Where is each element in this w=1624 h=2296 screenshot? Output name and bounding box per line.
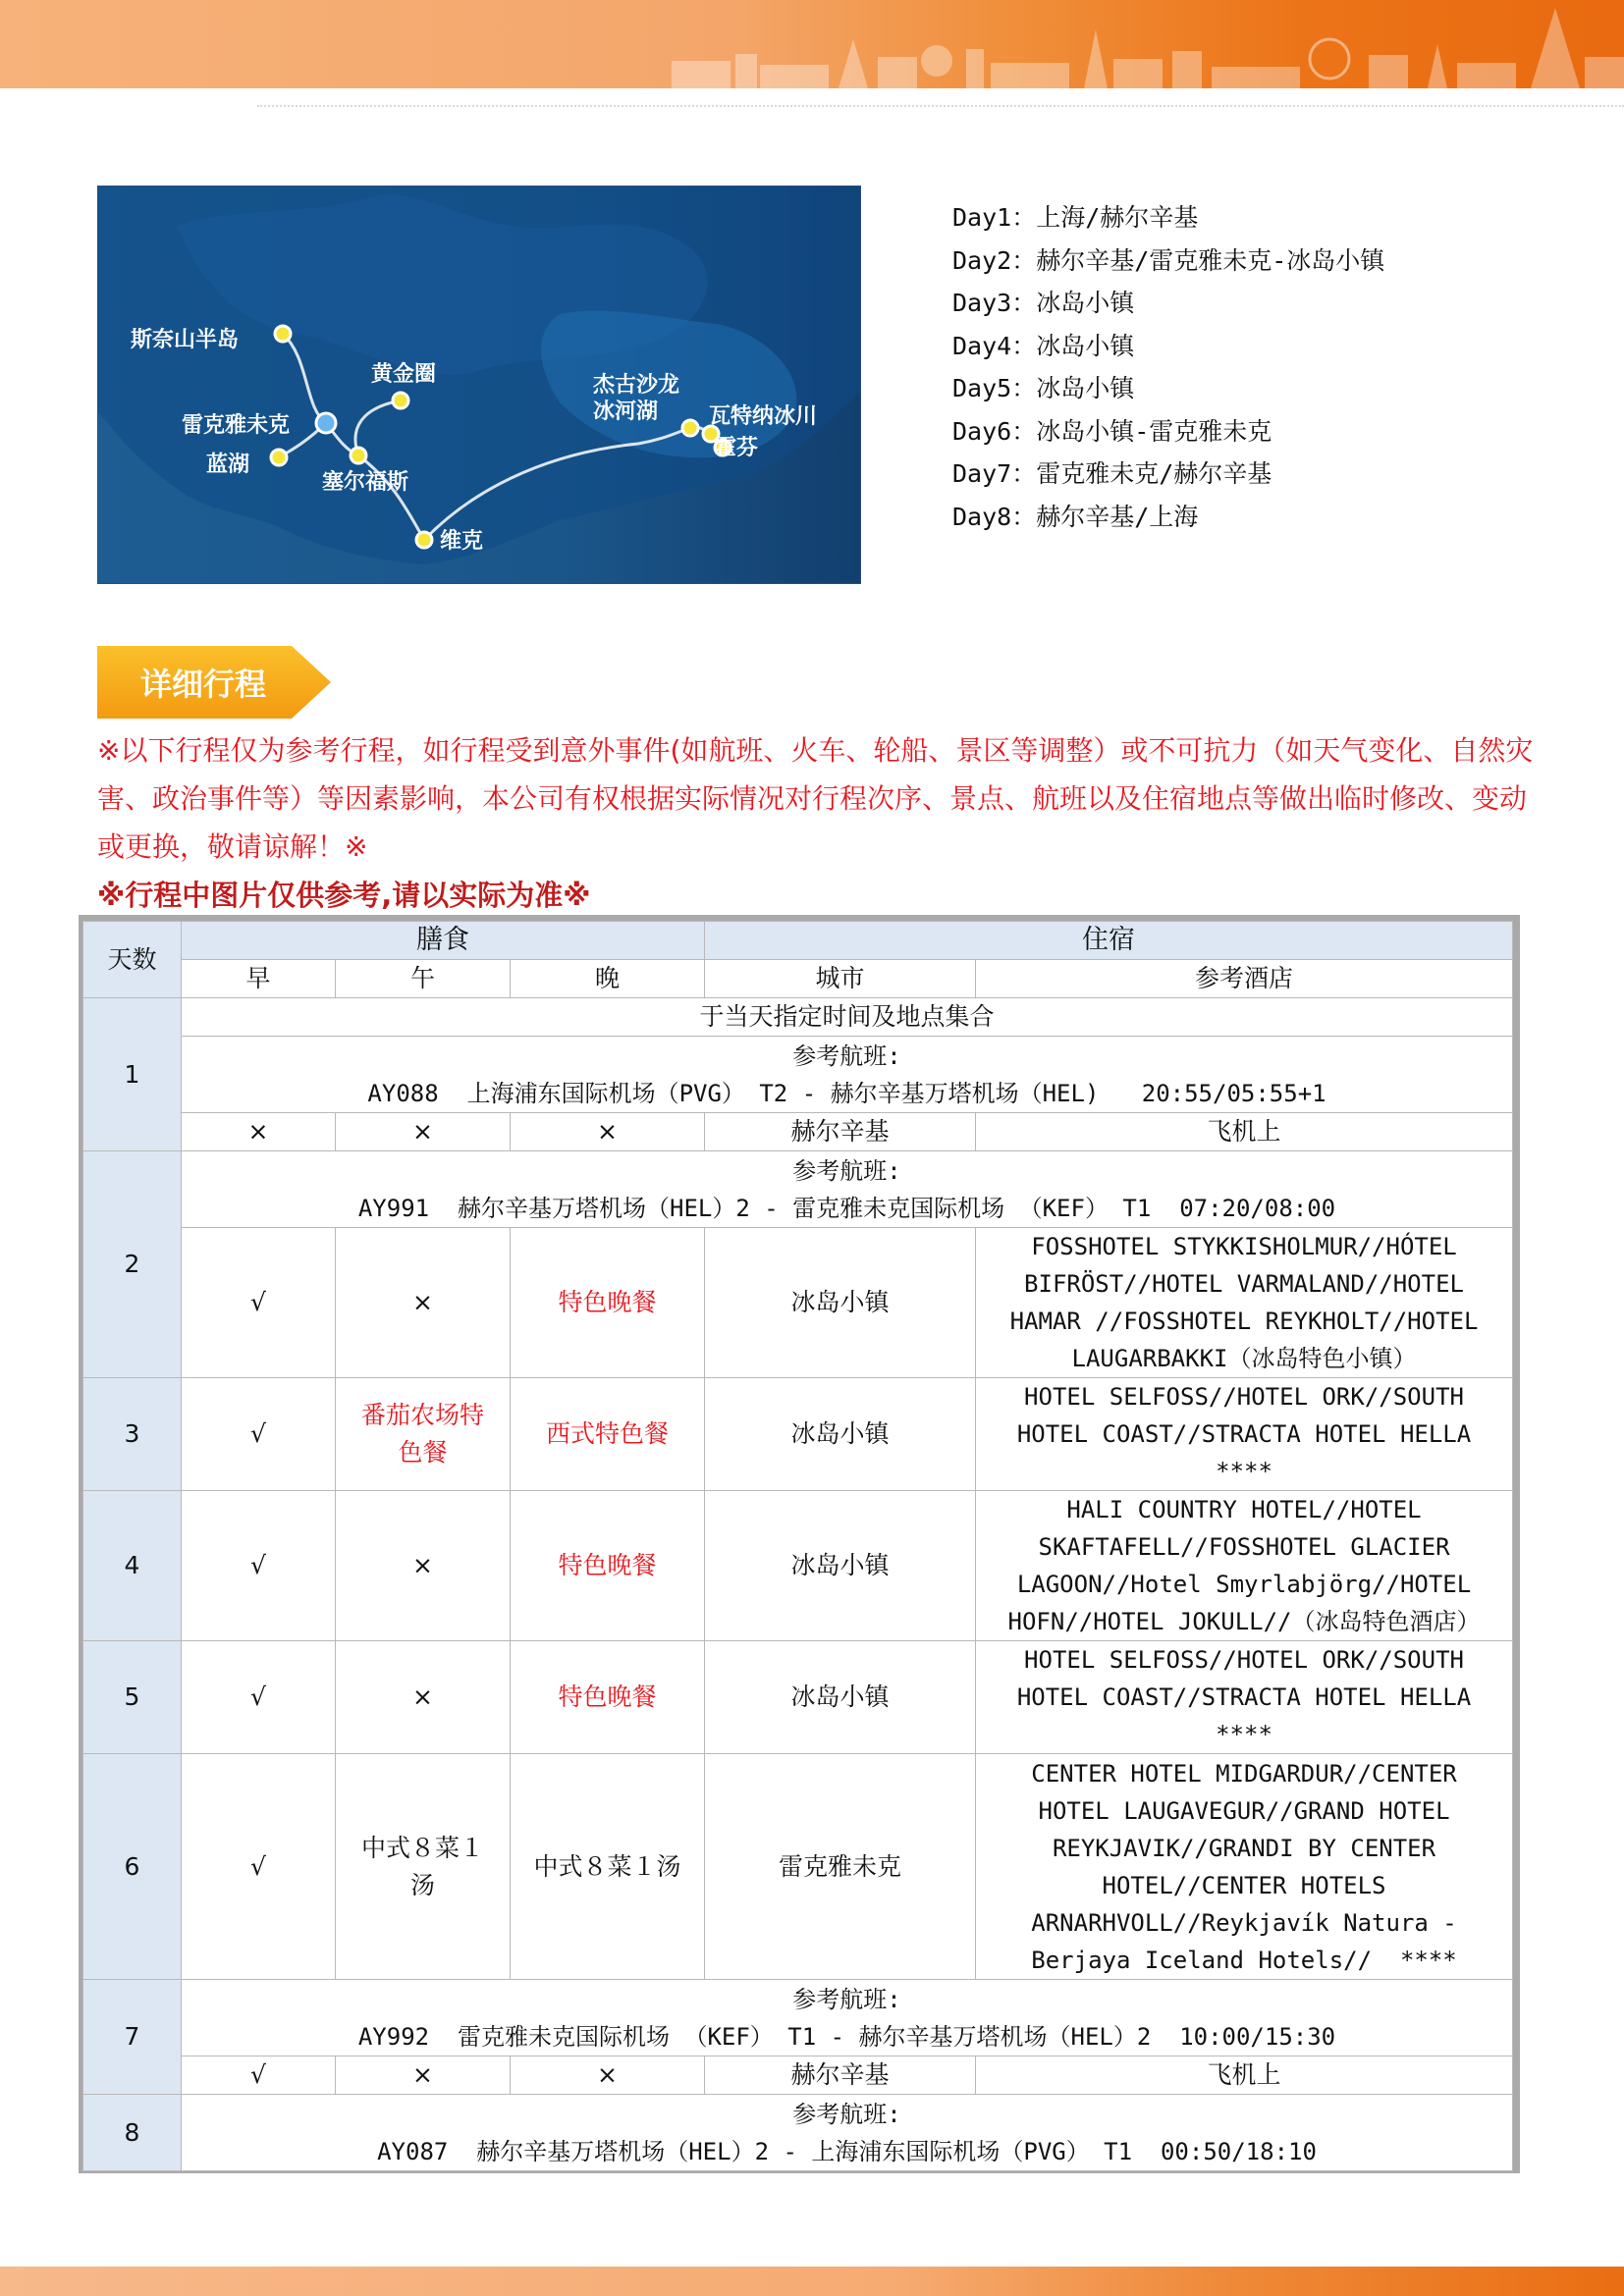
hotel-line: HOTEL LAUGAVEGUR//GRAND HOTEL	[1038, 1796, 1450, 1825]
day-number: 6	[83, 1754, 182, 1980]
table-row	[83, 1228, 1513, 1378]
header-day: 天数	[83, 922, 182, 998]
header-breakfast: 早	[182, 960, 336, 998]
dinner-cell: ×	[511, 1113, 705, 1151]
lunch-line: 汤	[409, 1870, 435, 1899]
lunch-cell: ×	[336, 1228, 511, 1378]
header-city: 城市	[705, 960, 976, 998]
header-hotel: 参考酒店	[976, 960, 1513, 998]
overview-day-1: Day1：上海/赫尔辛基	[952, 203, 1199, 232]
city-cell: 冰岛小镇	[705, 1641, 976, 1754]
overview-day-4: Day4：冰岛小镇	[952, 331, 1135, 360]
day-number: 8	[83, 2095, 182, 2171]
overview-day-3: Day3：冰岛小镇	[952, 289, 1135, 317]
map-label-golden-circle: 黄金圈	[371, 362, 437, 387]
dinner-cell: 特色晚餐	[511, 1491, 705, 1641]
hotel-line: ARNARHVOLL//Reykjavík Natura -	[1031, 1908, 1457, 1937]
hotel-line: ****	[1216, 1458, 1272, 1485]
hotel-line: BIFRÖST//HOTEL VARMALAND//HOTEL	[1024, 1270, 1464, 1298]
breakfast-cell: √	[182, 1228, 336, 1378]
lunch-line: 色餐	[398, 1438, 448, 1467]
hotel-cell	[976, 1378, 1513, 1491]
itinerary-table	[82, 921, 1513, 2171]
hotel-line: Berjaya Iceland Hotels// ****	[1031, 1946, 1457, 1974]
breakfast-cell: √	[182, 1754, 336, 1980]
dinner-cell: 特色晚餐	[511, 1641, 705, 1754]
city-cell: 冰岛小镇	[705, 1228, 976, 1378]
header-dinner: 晚	[511, 960, 705, 998]
flight-label: 参考航班:	[792, 1985, 901, 2013]
city-cell: 赫尔辛基	[705, 2056, 976, 2095]
day-number: 7	[83, 1980, 182, 2095]
breakfast-cell: √	[182, 1641, 336, 1754]
header-lunch: 午	[336, 960, 511, 998]
overview-day-7: Day7：雷克雅未克/赫尔辛基	[952, 459, 1272, 488]
hotel-cell: 飞机上	[976, 1113, 1513, 1151]
city-skyline-graphic	[642, 0, 1624, 88]
top-banner	[0, 0, 1624, 88]
bottom-banner	[0, 2267, 1624, 2296]
lunch-line: 中式８菜１	[360, 1833, 484, 1862]
hotel-line: HOTEL COAST//STRACTA HOTEL HELLA	[1016, 1683, 1472, 1711]
hotel-line: HOTEL SELFOSS//HOTEL ORK//SOUTH	[1024, 1383, 1464, 1411]
flight-detail: AY088 上海浦东国际机场（PVG） T2 - 赫尔辛基万塔机场（HEL) 20:55/05:55+1	[367, 1079, 1326, 1107]
day-number: 2	[83, 1151, 182, 1378]
flight-label: 参考航班:	[792, 1041, 901, 1070]
day-number: 3	[83, 1378, 182, 1491]
iceland-route-map	[97, 186, 861, 584]
table-row	[83, 2056, 1513, 2095]
table-row	[83, 1151, 1513, 1228]
hotel-line: HOTEL COAST//STRACTA HOTEL HELLA	[1016, 1420, 1472, 1448]
map-label-reykjavik: 雷克雅未克	[182, 413, 291, 438]
map-label-jokulsarlon: 杰古沙龙	[593, 373, 680, 398]
breakfast-cell: √	[182, 1491, 336, 1641]
hotel-cell	[976, 1754, 1513, 1980]
day-number: 1	[83, 998, 182, 1151]
city-cell: 赫尔辛基	[705, 1113, 976, 1151]
lunch-line: 番茄农场特	[360, 1401, 484, 1429]
photo-disclaimer: ※行程中图片仅供参考,请以实际为准※	[97, 879, 591, 912]
hotel-cell	[976, 1228, 1513, 1378]
flight-detail: AY991 赫尔辛基万塔机场（HEL）2 - 雷克雅未克国际机场 （KEF） T1 07:20/08:00	[357, 1194, 1336, 1222]
hotel-line: SKAFTAFELL//FOSSHOTEL GLACIER	[1038, 1533, 1450, 1561]
flight-info	[182, 1980, 1513, 2056]
flight-info	[182, 2095, 1513, 2171]
table-row	[83, 1378, 1513, 1491]
hotel-line: ****	[1216, 1721, 1272, 1748]
day-number: 5	[83, 1641, 182, 1754]
dinner-cell: 西式特色餐	[511, 1378, 705, 1491]
hotel-line: HOTEL SELFOSS//HOTEL ORK//SOUTH	[1024, 1646, 1464, 1674]
hotel-line: HOTEL//CENTER HOTELS	[1102, 1871, 1386, 1899]
breakfast-cell: √	[182, 1378, 336, 1491]
flight-label: 参考航班:	[792, 1156, 901, 1185]
flight-label: 参考航班:	[792, 2100, 901, 2128]
table-row	[83, 2095, 1513, 2171]
lunch-cell	[336, 1378, 511, 1491]
lunch-cell: ×	[336, 1641, 511, 1754]
table-row	[83, 1754, 1513, 1980]
hotel-cell	[976, 1491, 1513, 1641]
city-cell: 冰岛小镇	[705, 1378, 976, 1491]
lunch-cell: ×	[336, 2056, 511, 2095]
dinner-cell: ×	[511, 2056, 705, 2095]
map-label-glacier-lagoon: 冰河湖	[593, 400, 659, 424]
section-title-tag	[97, 646, 331, 719]
hotel-line: LAUGARBAKKI（冰岛特色小镇）	[1071, 1345, 1417, 1372]
overview-day-8: Day8：赫尔辛基/上海	[952, 502, 1199, 531]
table-row	[83, 1980, 1513, 2056]
hotel-line: HOFN//HOTEL JOKULL//（冰岛特色酒店）	[1007, 1608, 1481, 1635]
map-label-hofn: 霍芬	[715, 436, 759, 460]
table-row	[83, 998, 1513, 1037]
breakfast-cell: √	[182, 2056, 336, 2095]
map-label-snaefellsnes: 斯奈山半岛	[131, 328, 240, 352]
city-cell: 雷克雅未克	[705, 1754, 976, 1980]
hotel-line: LAGOON//Hotel Smyrlabjörg//HOTEL	[1016, 1571, 1472, 1598]
map-label-vik: 维克	[440, 529, 484, 554]
overview-day-2: Day2：赫尔辛基/雷克雅未克-冰岛小镇	[952, 245, 1385, 275]
city-cell: 冰岛小镇	[705, 1491, 976, 1641]
flight-info	[182, 1151, 1513, 1228]
map-label-vatnajokull: 瓦特纳冰川	[709, 404, 818, 429]
hotel-line: CENTER HOTEL MIDGARDUR//CENTER	[1031, 1759, 1457, 1788]
itinerary-disclaimer: ※以下行程仅为参考行程，如行程受到意外事件(如航班、火车、轮船、景区等调整）或不可抗力（如天气变化、自然灾害、政治事件等）等因素影响，本公司有权根据实际情况对行程次序、景点、航班以及住宿地点等做出临时修改、变动或更换，敬请谅解！※	[97, 734, 1534, 863]
map-label-selfoss: 塞尔福斯	[322, 470, 409, 495]
dinner-cell: 中式８菜１汤	[511, 1754, 705, 1980]
header-lodging: 住宿	[705, 922, 1513, 960]
itinerary-overview	[952, 196, 1384, 538]
itinerary-table-frame	[79, 915, 1520, 2173]
map-label-blue-lagoon: 蓝湖	[206, 453, 250, 477]
table-row	[83, 1037, 1513, 1113]
dinner-cell: 特色晚餐	[511, 1228, 705, 1378]
header-divider	[257, 105, 1624, 107]
header-meals: 膳食	[182, 922, 705, 960]
lunch-cell	[336, 1754, 511, 1980]
day-number: 4	[83, 1491, 182, 1641]
table-row	[83, 1113, 1513, 1151]
flight-detail: AY087 赫尔辛基万塔机场（HEL）2 - 上海浦东国际机场（PVG） T1 00:50/18:10	[377, 2137, 1317, 2165]
hotel-line: HAMAR //FOSSHOTEL REYKHOLT//HOTEL	[1009, 1308, 1479, 1335]
overview-day-6: Day6：冰岛小镇-雷克雅未克	[952, 416, 1272, 446]
table-row	[83, 1641, 1513, 1754]
lunch-cell: ×	[336, 1491, 511, 1641]
hotel-line: FOSSHOTEL STYKKISHOLMUR//HÓTEL	[1031, 1233, 1457, 1260]
flight-detail: AY992 雷克雅未克国际机场 （KEF） T1 - 赫尔辛基万塔机场（HEL）2 10:00/15:30	[357, 2022, 1336, 2051]
table-row	[83, 1491, 1513, 1641]
meeting-info: 于当天指定时间及地点集合	[182, 998, 1513, 1037]
overview-day-5: Day5：冰岛小镇	[952, 374, 1135, 402]
breakfast-cell: ×	[182, 1113, 336, 1151]
hotel-line: REYKJAVIK//GRANDI BY CENTER	[1052, 1834, 1436, 1862]
hotel-cell	[976, 1641, 1513, 1754]
flight-info	[182, 1037, 1513, 1113]
hotel-line: HALI COUNTRY HOTEL//HOTEL	[1066, 1496, 1422, 1523]
section-title: 详细行程	[140, 666, 267, 703]
lunch-cell: ×	[336, 1113, 511, 1151]
hotel-cell: 飞机上	[976, 2056, 1513, 2095]
